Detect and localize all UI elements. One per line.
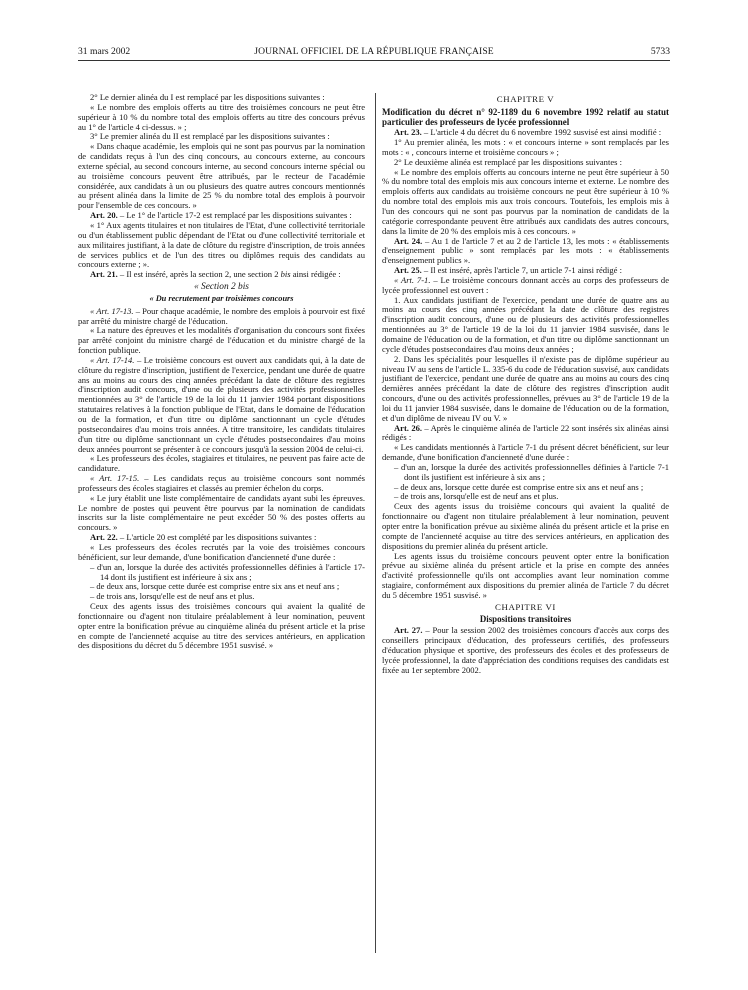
article-label: Art. 22. bbox=[90, 532, 118, 543]
list-item: – de trois ans, lorsqu'elle est de neuf ans et plus. bbox=[394, 491, 559, 502]
page-number: 5733 bbox=[650, 46, 670, 57]
article-label: Art. 27. bbox=[394, 625, 423, 636]
chapter-heading: CHAPITRE V bbox=[496, 94, 555, 104]
right-column bbox=[382, 93, 669, 676]
list-item: – d'un an, lorsque la durée des activités professionnelles définies à l'article 17-14 dont ils justifient est inférieure à six ans ; bbox=[90, 561, 365, 582]
header-rule bbox=[78, 60, 670, 61]
list-item: – de deux ans, lorsque cette durée est comprise entre six ans et neuf ans ; bbox=[90, 581, 340, 592]
section-heading: Dispositions transitoires bbox=[479, 613, 572, 624]
article-label: Art. 26. bbox=[394, 422, 423, 433]
paragraph: « Le nombre des emplois offerts au titre des troisièmes concours ne peut être supérieur à 10 % du nombre total des emplois offerts au titre des concours prévus au 1° de l'article 4 ci-dessus. » ; bbox=[78, 101, 365, 132]
paragraph: « Les professeurs des écoles, stagiaires et titulaires, ne peuvent pas faire acte de candidature. bbox=[78, 453, 365, 474]
article-label: Art. 23. bbox=[394, 127, 422, 138]
paragraph: 2° Le deuxième alinéa est remplacé par les dispositions suivantes : bbox=[394, 156, 622, 167]
paragraph: Ceux des agents issus des troisièmes concours qui avaient la qualité de fonctionnaire ou d'agent non titulaire préalablement à leur nomination, peuvent opter entre la bonification prévue au cinquième alinéa du présent article et la prise en compte de l'ancienneté acquise au titre des services antérieurs, en application des dispositions du décret du 5 décembre 1951 susvisé. » bbox=[78, 601, 365, 651]
paragraph: « 1° Aux agents titulaires et non titulaires de l'Etat, d'une collectivité territoriale ou d'un établissement public dépendant de l'Etat ou d'une collectivité territoriale et aux militaires justifiant, à la date de clôture du registre d'inscription, de trois années de services publics et de l'un des titres ou diplômes requis des candidats au concours externe ; ». bbox=[78, 219, 365, 270]
list-item: – d'un an, lorsque la durée des activités professionnelles définies à l'article 7-1 dont ils justifient est inférieure à six ans ; bbox=[394, 461, 669, 482]
article-text: – L'article 4 du décret du 6 novembre 1992 susvisé est ainsi modifié : bbox=[421, 127, 662, 138]
article-text-end: ainsi rédigée : bbox=[290, 269, 341, 280]
article-label: Art. 25. bbox=[394, 265, 422, 276]
article-label: « Art. 17-13. bbox=[90, 305, 134, 316]
paragraph: « Les candidats mentionnés à l'article 7-1 du présent décret bénéficient, sur leur demande, d'une bonification d'ancienneté d'une durée : bbox=[382, 442, 669, 463]
section-title: « Section 2 bis bbox=[194, 282, 249, 293]
paragraph: 3° Le premier alinéa du II est remplacé par les dispositions suivantes : bbox=[90, 131, 330, 142]
article-text: – Pour chaque académie, le nombre des emplois à pourvoir est fixé par arrêté du ministre chargé de l'éducation. bbox=[78, 305, 366, 326]
list-item: – de trois ans, lorsqu'elle est de neuf ans et plus. bbox=[90, 591, 255, 602]
paragraph: « Le jury établit une liste complémentaire de candidats ayant subi les épreuves. Le nombre de postes qui peuvent être pourvus par la nomination de candidats inscrits sur la liste complémentaire ne peut excéder 50 % des postes offerts au concours. » bbox=[78, 492, 365, 533]
section-subtitle: « Du recrutement par troisièmes concours bbox=[149, 293, 294, 303]
paragraph: 1° Au premier alinéa, les mots : « et concours interne » sont remplacés par les mots : « , concours interne et troisième concours » ; bbox=[382, 137, 669, 157]
article-24 bbox=[382, 237, 669, 267]
article-text: – Pour la session 2002 des troisièmes concours d'accès aux corps des conseillers principaux d'éducation, des professeurs certifiés, des professeurs d'éducation physique et sportive, des professeurs des écoles et des professeurs de lycée professionnel, la date d'appréciation des conditions requises des candidats est fixée au 1er septembre 2002. bbox=[382, 625, 669, 675]
article-text: – Il est inséré, après l'article 7, un article 7-1 ainsi rédigé : bbox=[421, 265, 622, 276]
publication-date: 31 mars 2002 bbox=[78, 46, 131, 57]
paragraph: 2° Le dernier alinéa du I est remplacé par les dispositions suivantes : bbox=[90, 92, 325, 102]
article-26 bbox=[382, 424, 669, 444]
article-text: – Après le cinquième alinéa de l'article 22 sont insérés six alinéas ainsi rédigés : bbox=[382, 422, 669, 443]
paragraph: Les agents issus du troisième concours peuvent opter entre la bonification prévue au sixième alinéa du présent article et la prise en compte des années d'activité professionnelle qu'ils ont accomplies avant leur nomination comme stagiaire, conformément aux dispositions du premier alinéa de l'article 7 du décret du 5 décembre 1951 susvisé. » bbox=[382, 550, 669, 600]
article-17-15 bbox=[78, 474, 365, 494]
article-label: « Art. 17-15. bbox=[90, 473, 140, 484]
article-text: – Le troisième concours donnant accès au corps des professeurs de lycée professionnel est ouvert : bbox=[382, 274, 669, 295]
paragraph: « Dans chaque académie, les emplois qui ne sont pas pourvus par la nomination de candidats reçus à l'un des cinq concours, au concours externe, au concours externe spécial, au second concours interne, au second concours interne spécial ou au troisième concours peuvent être attribués, par le recteur de l'académie considérée, aux candidats à un ou plusieurs des quatre autres concours mentionnés au présent alinéa dans la limite de 25 % du nombre total des emplois à pourvoir pour l'ensemble de ces concours. » bbox=[78, 141, 365, 211]
article-text: – Au 1 de l'article 7 et au 2 de l'article 13, les mots : « établissements d'enseignement public » sont remplacés par les mots : « établissements d'enseignement publics ». bbox=[382, 235, 669, 266]
article-label: Art. 20. bbox=[90, 210, 118, 221]
article-27 bbox=[382, 626, 669, 675]
article-21 bbox=[78, 270, 365, 280]
modification-title: Modification du décret n° 92-1189 du 6 novembre 1992 relatif au statut particulier des professeurs de lycée professionnel bbox=[382, 106, 669, 128]
left-column bbox=[78, 93, 365, 651]
journal-title: JOURNAL OFFICIEL DE LA RÉPUBLIQUE FRANÇAISE bbox=[254, 46, 494, 57]
paragraph: « Le nombre des emplois offerts au concours interne ne peut être supérieur à 50 % du nombre total des emplois mis aux concours interne et externe. Le nombre des emplois offerts aux candidats au troisième concours ne peut être supérieur à 10 % du nombre total des emplois mis aux trois concours. Toutefois, les emplois mis à l'un des concours qui ne sont pas pourvus par la nomination de candidats de la catégorie correspondante peuvent être attribués aux candidats des autres concours, dans la limite de 20 % des emplois mis à ces concours. » bbox=[382, 166, 669, 236]
article-text: – L'article 20 est complété par les dispositions suivantes : bbox=[117, 532, 317, 543]
article-label: « Art. 7-1. bbox=[394, 274, 431, 285]
list-item: – de deux ans, lorsque cette durée est comprise entre six ans et neuf ans ; bbox=[394, 481, 644, 492]
paragraph: 2. Dans les spécialités pour lesquelles il n'existe pas de diplôme supérieur au niveau IV au sens de l'article L. 335-6 du code de l'éducation susvisé, aux candidats justifiant de l'exercice, pendant une durée de quatre ans au moins au cours des cinq dernières années précédant la date de clôture des registres d'inscription audit concours, d'une ou des activités professionnelles, prévues au 3° de l'article 19 de la loi du 11 janvier 1984 susvisée, dans le domaine de l'éducation ou de la formation, et d'un diplôme de niveau IV ou V. » bbox=[382, 353, 669, 423]
article-text: – Il est inséré, après la section 2, une section 2 bbox=[117, 269, 281, 280]
page-header bbox=[78, 46, 670, 60]
paragraph: Ceux des agents issus du troisième concours qui avaient la qualité de fonctionnaire ou d'agent non titulaire préalablement à leur nomination, peuvent opter entre la bonification prévue au sixième alinéa du présent article et la prise en compte de l'ancienneté acquise au titre des services antérieurs, en application des dispositions du premier alinéa du présent article. bbox=[382, 501, 669, 551]
article-text: – Le 1° de l'article 17-2 est remplacé par les dispositions suivantes : bbox=[117, 210, 352, 221]
chapter-heading: CHAPITRE VI bbox=[495, 601, 556, 612]
paragraph: 1. Aux candidats justifiant de l'exercice, pendant une durée de quatre ans au moins au cours des cinq années précédant la date de clôture des registres d'inscription audit concours, d'une ou de plusieurs des activités professionnelles mentionnées au 3° de l'article 19 de la loi du 11 janvier 1984 susvisée, dans le domaine de l'éducation ou de la formation, et d'un titre ou diplôme sanctionnant un cycle d'études postsecondaires d'au moins deux années ; bbox=[382, 294, 669, 354]
article-label: Art. 24. bbox=[394, 235, 423, 246]
article-label: Art. 21. bbox=[90, 269, 118, 280]
article-text: – Les candidats reçus au troisième concours sont nommés professeurs des écoles stagiaires et classés au premier échelon du corps. bbox=[78, 473, 365, 493]
article-text: – Le troisième concours est ouvert aux candidats qui, à la date de clôture du registre d'inscription, justifient de l'exercice, pendant une durée de quatre ans au moins au cours des cinq années précédant la date de clôture des registres d'inscription audit concours, d'une ou de plusieurs des activités professionnelles mentionnées au 3° de l'article 19 de la loi du 11 janvier 1984 portant dispositions statutaires relatives à la fonction publique de l'Etat, dans le domaine de l'éducation ou de la formation, et d'un titre ou diplôme sanctionnant un cycle d'études postsecondaires d'au moins trois années. A titre transitoire, les candidats titulaires d'un titre ou diplôme sanctionnant un cycle d'études postsecondaires d'au moins deux années pourront se présenter à ce concours jusqu'à la session 2004 de celui-ci. bbox=[78, 354, 365, 454]
paragraph: « Les professeurs des écoles recrutés par la voie des troisièmes concours bénéficient, sur leur demande, d'une bonification d'ancienneté d'une durée : bbox=[78, 541, 365, 562]
column-divider bbox=[375, 93, 376, 953]
article-7-1 bbox=[382, 276, 669, 296]
bis-text: bis bbox=[280, 269, 291, 280]
article-17-13 bbox=[78, 307, 365, 327]
article-label: « Art. 17-14. bbox=[90, 354, 135, 365]
paragraph: « La nature des épreuves et les modalités d'organisation du concours sont fixées par arrêté conjoint du ministre chargé de l'éducation et du ministre chargé de la fonction publique. bbox=[78, 325, 365, 356]
article-17-14 bbox=[78, 356, 365, 454]
